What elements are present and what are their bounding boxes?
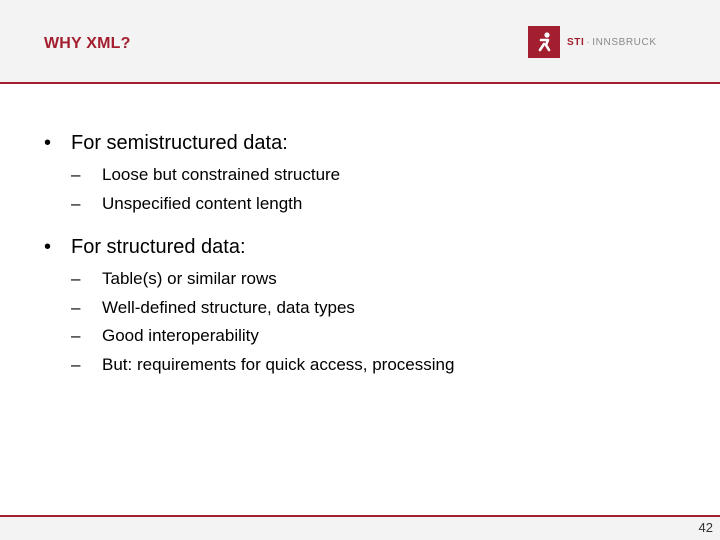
sub-item-text: Loose but constrained structure	[102, 165, 341, 184]
sub-list	[71, 161, 684, 218]
bullet-item	[44, 128, 684, 158]
sub-item-text: Unspecified content length	[102, 193, 303, 213]
runner-icon	[528, 26, 560, 58]
bullet-marker: •	[44, 236, 52, 258]
slide-content	[44, 128, 684, 379]
dash-marker: –	[71, 326, 81, 345]
logo-location: INNSBRUCK	[592, 36, 657, 48]
logo-brand: STI	[567, 36, 585, 48]
footer-band	[0, 517, 720, 540]
sub-item-text: Table(s) or similar rows	[102, 269, 277, 288]
sub-list	[71, 265, 684, 379]
sub-item	[71, 322, 684, 351]
logo-text	[567, 37, 657, 48]
header-divider	[0, 82, 720, 84]
dash-marker: –	[71, 269, 81, 288]
sub-item	[71, 190, 684, 219]
bullet-text: For structured data:	[71, 236, 246, 258]
sub-item	[71, 294, 684, 323]
bullet-item	[44, 232, 684, 262]
sub-item	[71, 351, 684, 380]
sub-item	[71, 161, 684, 190]
sub-item-text: Good interoperability	[102, 326, 259, 345]
dash-marker: –	[71, 354, 81, 374]
logo-separator: ·	[586, 36, 591, 48]
bullet-marker: •	[44, 132, 52, 154]
page-number: 42	[698, 520, 713, 535]
sub-item	[71, 265, 684, 294]
dash-marker: –	[71, 297, 81, 317]
sub-item-text: But: requirements for quick access, processing	[102, 354, 455, 374]
dash-marker: –	[71, 193, 81, 213]
dash-marker: –	[71, 165, 81, 184]
bullet-text: For semistructured data:	[71, 132, 288, 154]
slide-title: WHY XML?	[44, 35, 131, 52]
sti-logo	[528, 26, 657, 58]
sub-item-text: Well-defined structure, data types	[102, 297, 355, 317]
